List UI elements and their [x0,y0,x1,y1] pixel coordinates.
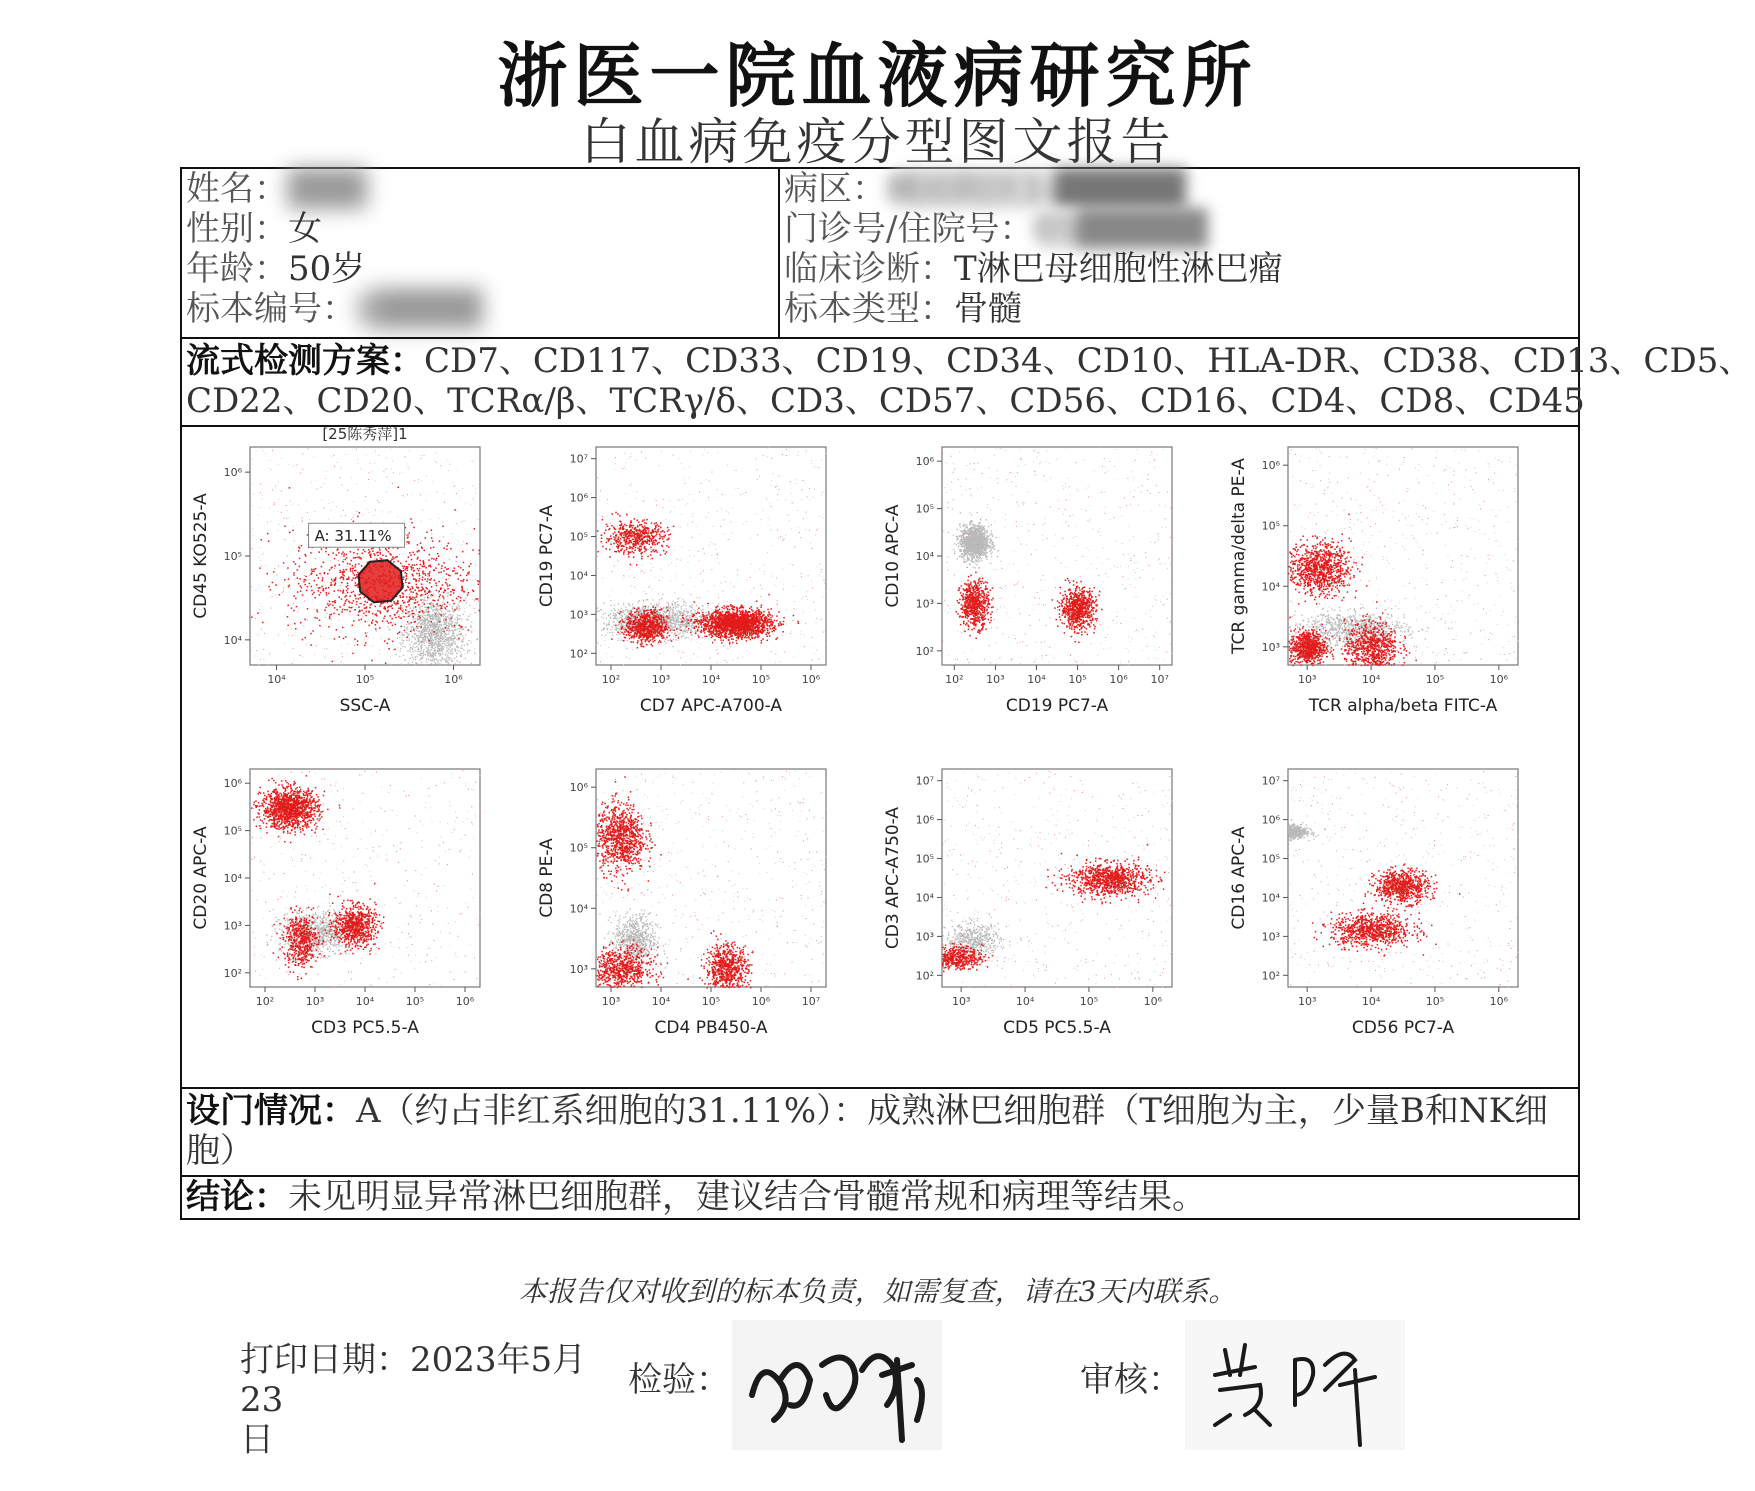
y-axis-label: TCR gamma/delta PE-A [1229,458,1249,655]
x-axis-label: SSC-A [340,696,391,716]
y-axis-label: CD20 APC-A [191,826,211,930]
panel-label: 流式检测方案： [186,341,424,381]
diagnosis-row [784,249,1283,289]
patient-age-value: 50岁 [288,249,365,289]
clinic-no-label: 门诊号/住院号： [784,209,1033,249]
flow-plot-4 [1229,447,1518,716]
x-tick-label: 10³ [652,673,670,686]
diagnosis-label: 临床诊断： [784,249,954,289]
x-tick-label: 10⁴ [702,673,721,686]
panel-line-2 [186,381,1585,421]
patient-name-value: ███ [288,169,366,209]
x-axis-label: CD19 PC7-A [1006,696,1109,716]
x-axis-label: TCR alpha/beta FITC-A [1308,696,1498,716]
specimen-no-row [186,289,482,329]
y-tick-label: 10² [570,647,588,660]
patient-sex-row [186,209,322,249]
patient-age-label: 年龄： [186,249,288,289]
y-tick-label: 10⁶ [224,777,243,790]
flow-plot-6 [537,769,827,1038]
y-tick-label: 10³ [1262,930,1280,943]
y-axis-label: CD10 APC-A [883,504,903,608]
patient-age-row [186,249,365,289]
y-tick-label: 10⁶ [916,814,935,827]
gate-label: A: 31.11% [315,527,392,545]
flow-plot-7 [883,769,1173,1038]
patient-sex-value: 女 [288,209,322,249]
info-divider [778,169,780,337]
y-tick-label: 10⁵ [916,853,934,866]
ward-row [784,169,1186,209]
y-tick-label: 10⁴ [916,891,935,904]
y-tick-label: 10⁴ [916,550,935,563]
reviewer-signature [1185,1320,1405,1450]
print-date-value: 2023年5月23 [240,1340,586,1420]
x-tick-label: 10³ [952,995,970,1008]
y-tick-label: 10⁵ [916,503,934,516]
gate-polygon [359,560,403,602]
report-subtitle: 白血病免疫分型图文报告 [0,102,1755,174]
x-tick-label: 10² [602,673,620,686]
conclusion-text: 未见明显异常淋巴细胞群，建议结合骨髓常规和病理等结果。 [288,1177,1206,1217]
conclusion-row [186,1177,1206,1217]
reviewer-label: 审核： [1080,1352,1182,1401]
x-axis-label: CD7 APC-A700-A [640,696,783,716]
y-tick-label: 10² [224,967,242,980]
report-institution-title: 浙医一院血液病研究所 [0,20,1755,121]
conclusion-label: 结论： [186,1177,288,1217]
gating-line-1 [186,1091,1548,1131]
diagnosis-value: T淋巴母细胞性淋巴瘤 [954,249,1283,289]
specimen-no-value: 2████ [356,289,482,329]
y-axis-label: CD19 PC7-A [537,504,557,607]
x-tick-label: 10² [256,995,274,1008]
gating-text-1: A（约占非红系细胞的31.11%）：成熟淋巴细胞群（T细胞为主，少量B和NK细 [356,1091,1548,1131]
y-tick-label: 10⁴ [224,634,243,647]
y-tick-label: 10³ [570,963,588,976]
print-date [240,1340,620,1460]
flow-plot-5 [191,769,481,1038]
x-tick-label: 10⁵ [752,673,770,686]
report-disclaimer: 本报告仅对收到的标本负责，如需复查，请在3天内联系。 [0,1270,1755,1310]
flow-plot-1 [191,427,480,716]
y-tick-label: 10⁵ [570,531,588,544]
y-tick-label: 10² [1262,969,1280,982]
y-tick-label: 10³ [916,597,934,610]
x-tick-label: 10⁶ [444,673,463,686]
x-tick-label: 10³ [1298,673,1316,686]
x-tick-label: 10⁴ [1362,673,1381,686]
x-tick-label: 10⁴ [267,673,286,686]
x-tick-label: 10⁶ [1490,995,1509,1008]
x-tick-label: 10⁵ [1426,995,1444,1008]
panel-line-1 [186,341,1752,381]
x-tick-label: 10⁴ [652,995,671,1008]
y-tick-label: 10⁶ [570,492,589,505]
x-tick-label: 10⁴ [1027,673,1046,686]
y-axis-label: CD3 APC-A750-A [883,807,903,950]
x-axis-label: CD56 PC7-A [1352,1018,1455,1038]
ward-value: 城站院区1-█████ [886,169,1186,209]
y-tick-label: 10⁴ [1262,580,1281,593]
gating-text-2: 胞） [186,1131,254,1171]
y-tick-label: 10⁶ [570,781,589,794]
y-tick-label: 10⁴ [224,872,243,885]
y-tick-label: 10² [916,645,934,658]
y-tick-label: 10³ [224,919,242,932]
x-tick-label: 10² [945,673,963,686]
x-tick-label: 10⁵ [406,995,424,1008]
panel-markers-2: CD22、CD20、TCRα/β、TCRγ/δ、CD3、CD57、CD56、CD16、CD4、CD8、CD45 [186,381,1585,421]
x-tick-label: 10⁶ [752,995,771,1008]
flow-plot-2 [537,447,827,716]
y-tick-label: 10⁷ [570,453,588,466]
y-tick-label: 10⁷ [916,775,934,788]
x-axis-label: CD3 PC5.5-A [311,1018,419,1038]
print-date-day: 日 [240,1420,274,1460]
report-frame [180,167,1580,1220]
divider-info-panel [182,337,1578,339]
x-tick-label: 10⁶ [456,995,475,1008]
x-axis-label: CD5 PC5.5-A [1003,1018,1111,1038]
y-tick-label: 10⁵ [224,825,242,838]
specimen-type-row [784,289,1022,329]
x-tick-label: 10⁴ [356,995,375,1008]
x-tick-label: 10⁴ [1362,995,1381,1008]
x-tick-label: 10⁵ [1068,673,1086,686]
specimen-no-label: 标本编号： [186,289,356,329]
y-tick-label: 10⁷ [1262,775,1280,788]
flow-plot-3 [883,447,1172,716]
tester-label: 检验： [628,1352,730,1401]
plot-title: [25陈秀萍]1 [322,427,407,443]
specimen-type-label: 标本类型： [784,289,954,329]
flow-plot-8 [1229,769,1519,1038]
y-tick-label: 10⁶ [1262,814,1281,827]
x-tick-label: 10⁵ [1080,995,1098,1008]
y-tick-label: 10⁵ [224,550,242,563]
y-axis-label: CD16 APC-A [1229,826,1249,930]
x-tick-label: 10³ [602,995,620,1008]
y-tick-label: 10⁵ [1262,520,1280,533]
x-tick-label: 10³ [986,673,1004,686]
y-axis-label: CD45 KO525-A [191,493,211,619]
x-tick-label: 10⁵ [702,995,720,1008]
divider-plots-gating [182,1087,1578,1089]
y-tick-label: 10⁶ [1262,459,1281,472]
clinic-no-value: 05█████ [1033,209,1207,249]
x-tick-label: 10⁶ [1109,673,1128,686]
x-tick-label: 10⁷ [802,995,820,1008]
y-axis-label: CD8 PE-A [537,838,557,918]
x-tick-label: 10⁴ [1016,995,1035,1008]
y-tick-label: 10⁶ [224,466,243,479]
y-tick-label: 10³ [570,608,588,621]
panel-markers-1: CD7、CD117、CD33、CD19、CD34、CD10、HLA-DR、CD38、CD13、CD5、 [424,341,1752,381]
clinic-no-row [784,209,1207,249]
gating-label: 设门情况： [186,1091,356,1131]
y-tick-label: 10³ [1262,641,1280,654]
flow-plots-area [182,427,1578,1087]
y-tick-label: 10⁴ [570,902,589,915]
y-tick-label: 10⁵ [1262,853,1280,866]
x-tick-label: 10⁵ [1426,673,1444,686]
ward-label: 病区： [784,169,886,209]
gating-line-2 [186,1131,254,1171]
x-tick-label: 10⁶ [802,673,821,686]
x-tick-label: 10⁵ [356,673,374,686]
y-tick-label: 10² [916,969,934,982]
specimen-type-value: 骨髓 [954,289,1022,329]
patient-name-label: 姓名： [186,169,288,209]
y-tick-label: 10⁴ [1262,891,1281,904]
y-tick-label: 10³ [916,930,934,943]
y-tick-label: 10⁴ [570,569,589,582]
x-tick-label: 10⁶ [1490,673,1509,686]
y-tick-label: 10⁵ [570,842,588,855]
x-tick-label: 10⁷ [1150,673,1168,686]
patient-name-row [186,169,366,209]
x-tick-label: 10⁶ [1144,995,1163,1008]
flow-cytometry-plots [182,427,1578,1087]
y-tick-label: 10⁶ [916,455,935,468]
x-tick-label: 10³ [306,995,324,1008]
tester-signature [732,1320,942,1450]
x-tick-label: 10³ [1298,995,1316,1008]
print-date-label: 打印日期： [240,1340,410,1380]
x-axis-label: CD4 PB450-A [655,1018,768,1038]
plot-frame [250,447,480,665]
plot-frame [942,769,1172,987]
patient-sex-label: 性别： [186,209,288,249]
